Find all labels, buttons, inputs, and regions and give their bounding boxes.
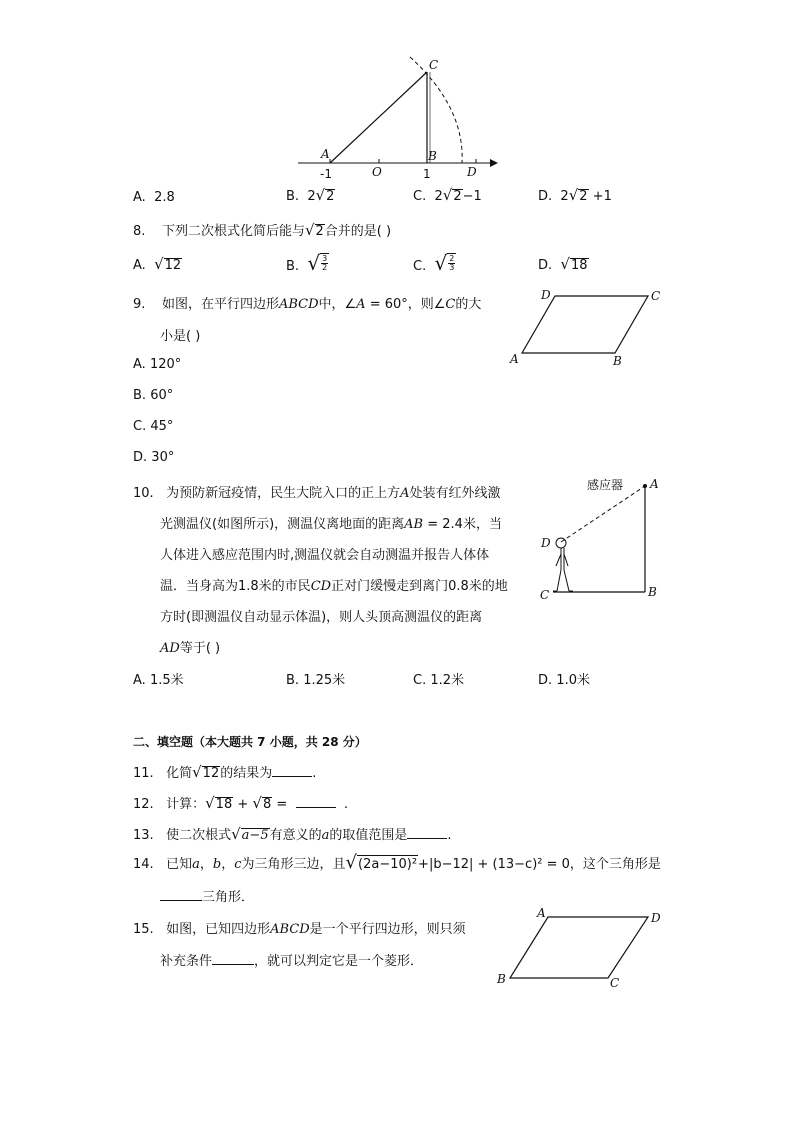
option-text: 2.8 [154,190,175,205]
stem-text: ， [221,857,235,872]
stem-text: 已知 [166,857,193,872]
label-d: D [541,288,551,302]
answer-blank[interactable] [272,764,312,777]
fraction [448,255,455,272]
option-text: 1.2米 [430,673,465,688]
radicand: 2 [453,189,462,204]
stem-var: a [321,828,330,843]
label-c: C [540,588,550,602]
q15-parallelogram-figure [490,905,670,995]
label-a: A [537,906,546,920]
radicand: (2a−10)² [358,857,418,872]
segment-ac [330,72,427,163]
option-coef: 2 [434,189,443,204]
q12 [133,793,348,812]
segment-da-dashed [561,486,645,542]
q10-stem-line5: 方时(即测温仪自动显示体温)，则人头顶高测温仪的距离 [160,610,483,625]
radicand: 2 [326,189,335,204]
question-number: 10. [133,486,154,501]
stem-var: A [400,486,410,501]
stem-text: ， [199,857,213,872]
option-text: 1.5米 [149,673,184,688]
q13 [133,824,452,843]
option-letter: C. [413,259,427,274]
stem-text: + [233,797,253,812]
label-b: B [648,585,657,599]
person-icon [553,538,573,591]
denominator: 3 [449,263,455,272]
stem-text: 为预防新冠疫情，民生大院入口的正上方 [166,486,401,501]
q11 [133,762,316,781]
q9-option-b[interactable] [133,388,173,403]
stem-var: AB [404,517,424,532]
stem-text: 合并的是( ) [324,224,392,239]
label-c: C [651,289,661,303]
option-letter: A. [133,673,146,688]
radicand: 12 [202,766,220,781]
option-coef: 2 [560,189,569,204]
q9-option-a[interactable] [133,357,181,372]
label-one: 1 [423,167,431,181]
q10-option-b[interactable] [286,669,345,688]
stem-text: . [312,766,317,781]
sqrt: √ 12 [154,255,182,273]
label-d: D [467,165,477,179]
option-letter: A. [133,190,146,205]
sqrt: √ 2 [315,186,335,204]
stem-text: +|b−12| + (13−c)² = 0，这个三角形是 [418,857,661,872]
stem-text: 如图，在平行四边形 [161,297,279,312]
label-d: D [541,536,551,550]
q10-stem-line1 [133,482,501,501]
q9-stem-line2: 小是( ) [160,329,201,344]
radicand: 18 [215,797,233,812]
stem-var: C [445,297,456,312]
q10-stem-line4 [160,575,508,594]
stem-text: 的取值范围是 [329,828,408,843]
stem-text: . [447,828,452,843]
stem-text: 为三角形三边，且 [241,857,346,872]
sqrt: √ 18 [560,255,588,273]
stem-text: 三角形． [202,890,255,905]
q9-option-c[interactable] [133,419,173,434]
q8-option-a[interactable] [133,257,182,273]
question-number: 9. [133,297,146,312]
label-b: B [613,354,622,368]
option-letter: C. [413,189,427,204]
q10-option-a[interactable] [133,669,184,688]
stem-var: ABCD [278,297,319,312]
q8-option-b[interactable] [286,252,329,274]
sqrt: √ 2 [442,186,462,204]
q9-stem-line1 [133,293,481,312]
option-text: 120° [149,357,182,372]
q10-option-c[interactable] [413,669,464,688]
q10-stem-line3: 人体进入感应范围内时,测温仪就会自动测温并报告人体体 [160,548,490,563]
option-letter: D. [538,189,553,204]
stem-text: = 2.4米，当 [423,517,502,532]
q7-option-c[interactable] [413,188,482,204]
label-d: D [651,911,661,925]
label-minus-one: -1 [320,167,332,181]
stem-var: c [234,857,242,872]
q8-option-d[interactable] [538,257,589,273]
q10-stem-line2 [160,513,502,532]
stem-text: 使二次根式 [166,828,232,843]
option-text: 60° [150,388,174,403]
question-number: 11. [133,766,154,781]
option-text: 1.25米 [303,673,346,688]
label-b: B [497,972,506,986]
option-letter: C. [413,673,427,688]
stem-var: a [192,857,200,872]
q9-option-d[interactable] [133,450,174,465]
question-number: 15. [133,922,154,937]
sqrt: √ $\frac{3}{2}$ [307,251,328,275]
label-b: B [428,149,437,163]
option-letter: A. [133,357,146,372]
question-number: 12. [133,797,154,812]
option-letter: D. [538,673,553,688]
sqrt: √ a−5 [231,825,269,843]
option-suffix: −1 [462,189,482,204]
stem-text: . [343,797,348,812]
q8-stem [133,220,391,239]
stem-text: 有意义的 [269,828,322,843]
option-text: 30° [151,450,175,465]
stem-text: = [272,797,292,812]
q15-line2 [160,950,423,969]
section-title: 二、填空题（本大题共 7 小题，共 28 分） [133,735,367,749]
label-a: A [510,352,519,366]
label-c: C [610,976,620,990]
option-suffix: +1 [588,189,612,204]
stem-text: 光测温仪(如图所示)，测温仪离地面的距离 [160,517,405,532]
q15-line1 [133,918,466,937]
answer-blank[interactable] [212,952,254,965]
numerator: 2 [449,254,455,263]
stem-var: b [212,857,222,872]
option-letter: B. [286,259,300,274]
q10-stem-line6 [160,637,220,656]
radicand: 12 [164,258,182,273]
stem-text: 是一个平行四边形，则只须 [309,922,466,937]
radicand: 18 [570,258,588,273]
answer-blank[interactable] [296,795,336,808]
option-letter: D. [133,450,148,465]
option-text: 45° [150,419,174,434]
radicand: a−5 [241,828,269,843]
sqrt: √ 8 [252,794,272,812]
fraction [321,255,328,272]
arc-cd [410,57,462,163]
q7-option-b[interactable] [286,188,335,204]
option-letter: A. [133,258,146,273]
q10-sensor-figure [535,470,670,605]
stem-text: ，就可以判定它是一个菱形． [254,954,424,969]
radicand: 2 [579,189,588,204]
option-letter: C. [133,419,147,434]
stem-text: 化简 [166,766,193,781]
option-coef: 2 [307,189,316,204]
sqrt: √ (2a−10)² [345,852,418,873]
answer-blank[interactable] [407,826,447,839]
numberline-figure [290,52,510,182]
label-o: O [372,165,382,179]
stem-var: ABCD [270,922,310,937]
question-number: 8. [133,224,146,239]
option-letter: D. [538,258,553,273]
radicand: 8 [262,797,272,812]
stem-var: CD [310,579,332,594]
stem-var: A [356,297,366,312]
sensor-label: 感应器 [587,478,624,492]
label-a: A [321,147,330,161]
radicand: 2 [315,224,324,239]
option-text: 1.0米 [556,673,590,688]
sqrt: √ 12 [192,763,220,781]
option-letter: B. [286,673,300,688]
stem-text: 下列二次根式化简后能与 [161,224,305,239]
stem-text: 的结果为 [220,766,273,781]
sqrt: √ 2 [304,221,324,239]
stem-text: 温．当身高为1.8米的市民 [160,579,311,594]
stem-text: 计算： [166,797,206,812]
parallelogram-shape [510,917,648,978]
label-c: C [429,58,439,72]
stem-text: 如图，已知四边形 [166,922,271,937]
stem-text: 补充条件 [160,954,213,969]
stem-text: = 60°，则∠ [365,297,446,312]
stem-text: 等于( ) [179,641,221,656]
q14-line2 [160,886,254,905]
stem-text: 处装有红外线激 [409,486,501,501]
q14-line1 [133,853,661,873]
answer-blank[interactable] [160,888,202,901]
stem-text: 中，∠ [318,297,357,312]
question-number: 14. [133,857,154,872]
sqrt: √ $\frac{2}{3}$ [434,251,455,275]
question-number: 13. [133,828,154,843]
option-letter: B. [133,388,147,403]
q10-option-d[interactable] [538,669,590,688]
stem-text: 的大 [455,297,482,312]
parallelogram-shape [522,296,648,353]
denominator: 2 [322,263,328,272]
stem-var: AD [160,641,180,656]
q8-option-c[interactable] [413,252,456,274]
q7-option-d[interactable] [538,188,612,204]
q9-parallelogram-figure [505,285,675,370]
stem-text: 正对门缓慢走到离门0.8米的地 [331,579,508,594]
option-letter: B. [286,189,300,204]
numerator: 3 [322,254,328,263]
sqrt: √ 18 [205,794,233,812]
q7-option-a[interactable] [133,190,175,205]
label-a: A [650,477,659,491]
axis-arrow-icon [490,159,498,167]
sqrt: √ 2 [568,186,588,204]
